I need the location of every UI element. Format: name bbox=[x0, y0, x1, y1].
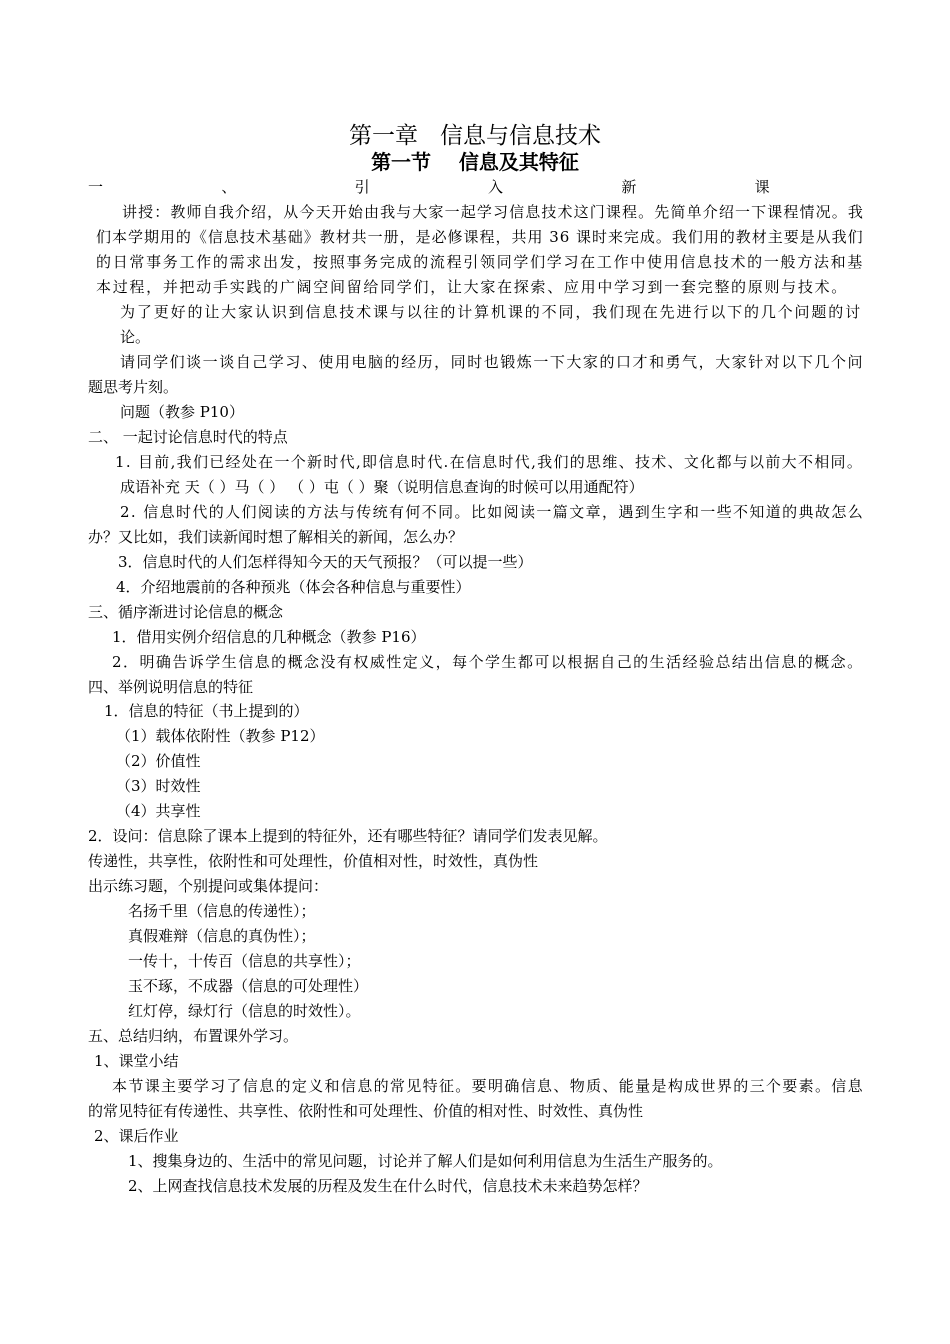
exercise-item: 一传十，十传百（信息的共享性）； bbox=[128, 952, 361, 970]
paragraph-line: 为了更好的让大家认识到信息技术课与以往的计算机课的不同，我们现在先进行以下的几个问题的讨 bbox=[120, 303, 863, 321]
heading-features: 四、举例说明信息的特征 bbox=[88, 678, 254, 696]
paragraph-line: 本过程，并把动手实践的广阔空间留给同学们，让大家在探索、应用中学习到一套完整的原则与技术。 bbox=[96, 278, 849, 296]
list-item: 1. 目前,我们已经处在一个新时代,即信息时代.在信息时代,我们的思维、技术、文化都与以前大不相同。 bbox=[115, 453, 864, 471]
paragraph-line: 的日常事务工作的需求出发，按照事务完成的流程引领同学们学习在工作中使用信息技术的一般方法和基 bbox=[96, 253, 865, 271]
list-item: 1．借用实例介绍信息的几种概念（教参 P16） bbox=[112, 628, 426, 646]
heading-intro: 一、引入新课 bbox=[88, 178, 889, 196]
list-item: （1）载体依附性（教参 P12） bbox=[116, 727, 325, 745]
subheading-class-summary: 1、课堂小结 bbox=[94, 1052, 179, 1070]
paragraph-line: 题思考片刻。 bbox=[88, 378, 179, 396]
exercise-item: 真假难辩（信息的真伪性）； bbox=[128, 927, 316, 945]
paragraph-line: 的常见特征有传递性、共享性、依附性和可处理性、价值的相对性、时效性、真伪性 bbox=[88, 1102, 644, 1120]
paragraph-line: 讲授：教师自我介绍，从今天开始由我与大家一起学习信息技术这门课程。先简单介绍一下课程情况。我 bbox=[122, 203, 865, 221]
list-item: 办？又比如，我们读新闻时想了解相关的新闻，怎么办？ bbox=[88, 528, 464, 546]
list-item: 3．信息时代的人们怎样得知今天的天气预报？（可以提一些） bbox=[118, 553, 533, 571]
list-item: 4．介绍地震前的各种预兆（体会各种信息与重要性） bbox=[116, 578, 471, 596]
question-reference: 问题（教参 P10） bbox=[120, 403, 244, 421]
paragraph-line: 们本学期用的《信息技术基础》教材共一册，是必修课程，共用 36 课时来完成。我们用的教材主要是从我们 bbox=[96, 228, 864, 246]
list-item: 成语补充 天（ ）马（ ） （ ）屯（ ）聚（说明信息查询的时候可以用通配符） bbox=[120, 478, 644, 496]
exercise-item: 玉不琢，不成器（信息的可处理性） bbox=[128, 977, 369, 995]
subheading-homework: 2、课后作业 bbox=[94, 1127, 179, 1145]
list-item: （2）价值性 bbox=[116, 752, 201, 770]
paragraph-line: 传递性，共享性，依附性和可处理性，价值相对性，时效性，真伪性 bbox=[88, 852, 539, 870]
heading-discuss-era: 二、 一起讨论信息时代的特点 bbox=[88, 428, 288, 446]
exercise-item: 名扬千里（信息的传递性）； bbox=[128, 902, 316, 920]
homework-item: 2、上网查找信息技术发展的历程及发生在什么时代，信息技术未来趋势怎样？ bbox=[128, 1177, 648, 1195]
section-title: 第一节 信息及其特征 bbox=[371, 150, 579, 174]
list-item: （3）时效性 bbox=[116, 777, 201, 795]
heading-concept: 三、循序渐进讨论信息的概念 bbox=[88, 603, 284, 621]
list-item: 2．明确告诉学生信息的概念没有权威性定义，每个学生都可以根据自己的生活经验总结出信息的概念。 bbox=[112, 653, 864, 671]
list-item: 2. 信息时代的人们阅读的方法与传统有何不同。比如阅读一篇文章，遇到生字和一些不知道的典故怎么 bbox=[120, 503, 865, 521]
list-item: （4）共享性 bbox=[116, 802, 201, 820]
list-item: 1．信息的特征（书上提到的） bbox=[104, 702, 309, 720]
homework-item: 1、搜集身边的、生活中的常见问题，讨论并了解人们是如何利用信息为生活生产服务的。 bbox=[128, 1152, 723, 1170]
list-item: 2．设问：信息除了课本上提到的特征外，还有哪些特征？请同学们发表见解。 bbox=[88, 827, 608, 845]
exercise-item: 红灯停，绿灯行（信息的时效性）。 bbox=[128, 1002, 361, 1020]
paragraph-line: 论。 bbox=[120, 328, 151, 346]
paragraph-line: 请同学们谈一谈自己学习、使用电脑的经历，同时也锻炼一下大家的口才和勇气，大家针对以下几个问 bbox=[120, 353, 865, 371]
paragraph-line: 本节课主要学习了信息的定义和信息的常见特征。要明确信息、物质、能量是构成世界的三个要素。信息 bbox=[112, 1077, 865, 1095]
heading-summary: 五、总结归纳，布置课外学习。 bbox=[88, 1027, 299, 1045]
paragraph-line: 出示练习题，个别提问或集体提问： bbox=[88, 877, 329, 895]
chapter-title: 第一章 信息与信息技术 bbox=[349, 123, 601, 149]
